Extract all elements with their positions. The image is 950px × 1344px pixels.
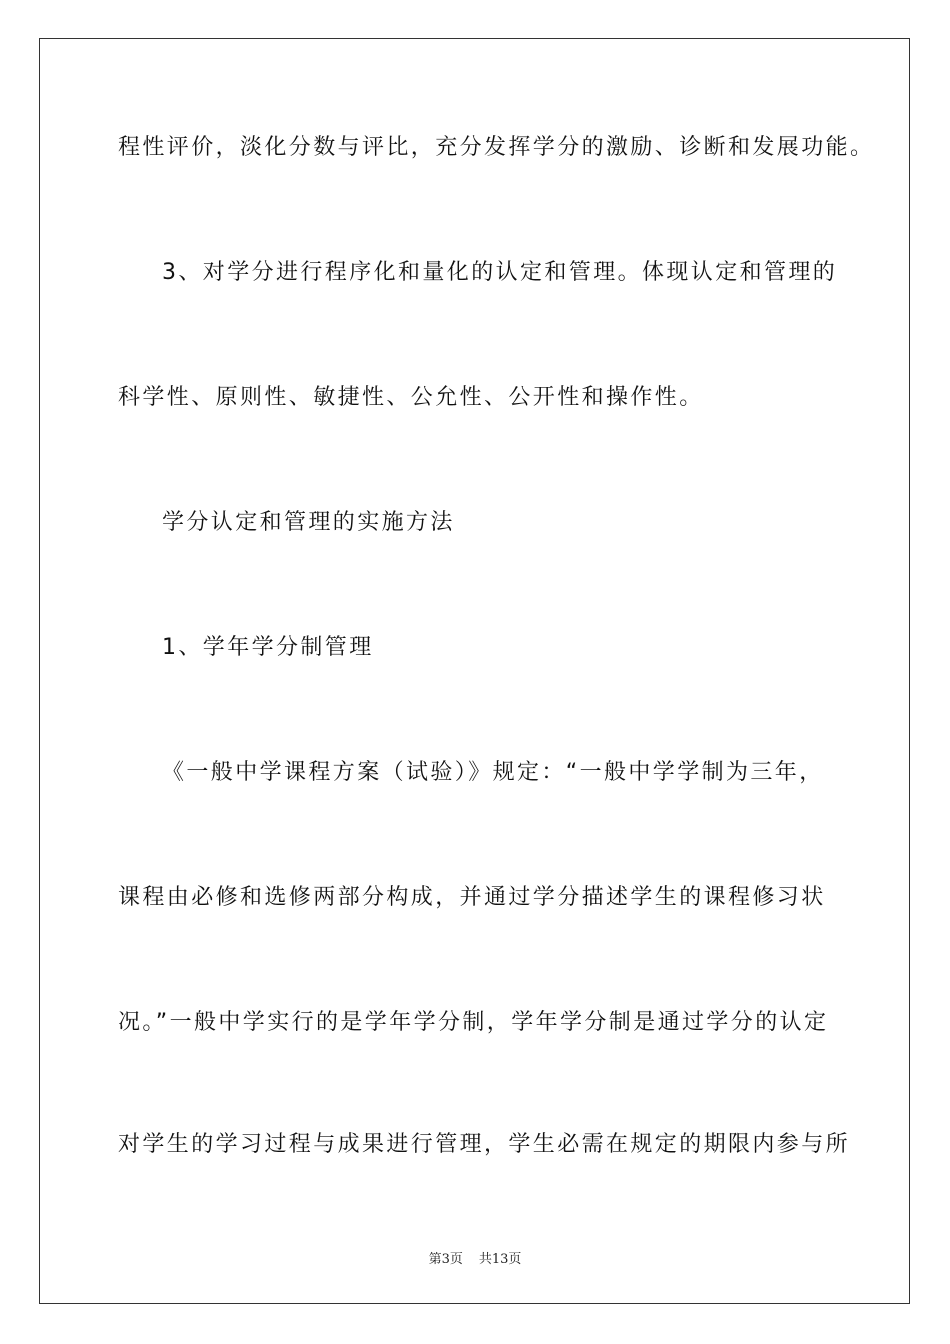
subsection-heading: 1、学年学分制管理 — [162, 635, 374, 660]
paragraph-line: 《一般中学课程方案（试验）》规定：“一般中学学制为三年， — [162, 760, 824, 785]
paragraph-line: 科学性、原则性、敏捷性、公允性、公开性和操作性。 — [118, 385, 704, 410]
paragraph-line: 况。”一般中学实行的是学年学分制，学年学分制是通过学分的认定 — [118, 1010, 829, 1035]
paragraph-line: 程性评价，淡化分数与评比，充分发挥学分的激励、诊断和发展功能。 — [118, 135, 875, 160]
paragraph-line: 3、对学分进行程序化和量化的认定和管理。体现认定和管理的 — [162, 260, 838, 285]
page-border — [39, 38, 910, 1304]
section-heading: 学分认定和管理的实施方法 — [162, 510, 455, 535]
total-pages: 共13页 — [478, 1252, 522, 1267]
paragraph-line: 对学生的学习过程与成果进行管理，学生必需在规定的期限内参与所 — [118, 1132, 851, 1157]
page-number: 第3页 — [428, 1252, 463, 1267]
paragraph-line: 课程由必修和选修两部分构成，并通过学分描述学生的课程修习状 — [118, 885, 826, 910]
page-footer — [0, 1248, 950, 1267]
